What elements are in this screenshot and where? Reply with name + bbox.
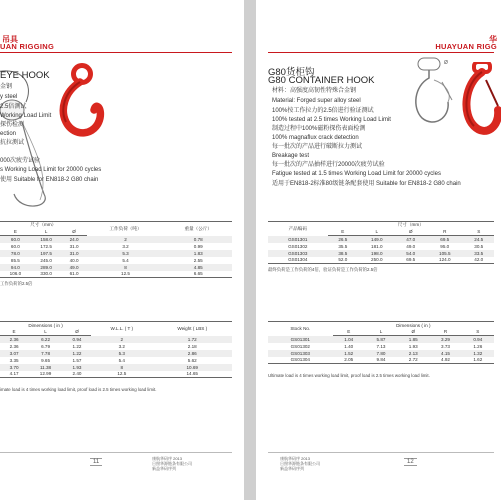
desc-line: 100% tested at 2.5 times Working Load Limit [272,117,391,123]
table-cell: 4.17 [0,371,28,378]
table-cell: GS01304 [268,357,333,364]
svg-text:Ø: Ø [444,60,448,66]
table-cell: 24.5 [464,236,494,243]
table-cell: 3.70 [0,364,28,371]
table-cell: 69.5 [396,257,426,264]
table-cell: 1.72 [152,336,232,343]
table-cell: 5.4 [118,357,125,363]
desc-line: 制造过程中100%磁粉探伤表面检测 [272,126,366,132]
table-cell: 24.0 [62,236,87,243]
right-header-rule [268,52,494,53]
page-number: 11 [90,458,102,466]
left-header-cn: 吊具 [2,35,18,44]
table-cell: 7.78 [28,350,63,357]
table-cell: 9.65 [41,357,51,363]
table-cell: 69.5 [426,236,464,243]
table-cell: 1.04 [333,336,365,343]
table-cell: 198.0 [358,250,396,257]
table-cell: 3.07 [0,350,28,357]
col-group-dimensions: Dimensions ( in ) [0,322,91,329]
table-note: imate load is 4 times working load limit, proof load is 2.5 times working load limit. [0,387,157,392]
table-cell: 49.0 [406,243,416,249]
table-cell: 31.0 [62,250,87,257]
col-s: S [462,329,494,336]
table-cell: 2.18 [187,343,197,349]
table-cell: 3.2 [118,343,125,349]
table-cell: 40.0 [69,257,79,263]
table-cell: 26.5 [328,236,358,243]
table-cell: 2.86 [152,350,232,357]
table-cell: 5.3 [91,350,152,357]
table-row [0,371,232,378]
footer-line: 新益华码序列 [152,466,176,471]
table-cell: GS01301 [268,336,333,343]
table-row [0,250,232,257]
bottom-rule [0,452,232,453]
table-cell: 1.62 [462,357,494,364]
desc-line: s Working Load Limit for 20000 cycles [0,167,102,173]
col-l: L [358,229,396,236]
desc-line: 100% magnaflux crack detection [272,135,359,141]
desc-line: 100%按工作拉力的2.5倍进行验证测试 [272,108,374,114]
table-cell: 7.80 [365,350,397,357]
col-group-dimensions: 尺寸（mm） [0,222,87,229]
table-row [0,257,232,264]
table-row [0,264,232,271]
table-cell: 1.52 [333,350,365,357]
desc-line: Breakage test [272,153,310,159]
table-cell: 12.99 [28,371,63,378]
table-cell: 85.5 [10,257,20,263]
col-product-code: 产品编码 [268,222,328,236]
table-cell: 4.85 [164,264,232,271]
col-l: L [365,329,397,336]
table-row [0,336,232,343]
eye-hook-imperial-table [0,321,232,378]
table-cell: 9.84 [365,357,397,364]
right-page [256,0,501,500]
col-weight: 重量（公斤） [164,222,232,236]
table-cell: GS01302 [288,243,308,249]
table-cell: GS01301 [268,236,328,243]
table-cell: 3.29 [429,336,461,343]
table-cell: 105.5 [426,250,464,257]
table-row [268,243,494,250]
desc-line: ection [0,131,17,137]
table-cell: 2.72 [397,357,429,364]
col-r: R [426,229,464,236]
table-note: 最终负荷是工作负荷的4倍，验证负荷是工作负荷的2.5倍 [268,267,378,272]
table-cell: 5.87 [365,336,397,343]
table-cell: 49.0 [62,264,87,271]
table-row [268,257,494,264]
table-note: 工作负荷的2.5倍 [0,281,33,286]
table-cell: 1.83 [164,250,232,257]
table-cell: 60.0 [0,236,31,243]
container-hook-metric-table [268,221,494,264]
table-cell: 1.85 [397,336,429,343]
footer-text [152,456,192,471]
table-cell: 95.0 [440,243,450,249]
eye-hook-photo [56,60,108,140]
table-cell: 38.5 [328,250,358,257]
table-note: Ultimate load is 4 times working load limit, proof load is 2.5 times working load limit. [268,373,430,378]
col-group-dimensions: 尺寸（mm） [328,222,494,229]
desc-line: y steel [0,94,18,100]
table-cell: 245.0 [40,257,52,263]
desc-line: Working Load Limit [0,113,52,119]
container-hook-photo [460,62,501,142]
table-cell: 2.40 [63,371,91,378]
table-cell: 1.22 [63,350,91,357]
table-cell: 181.0 [371,243,383,249]
footer-line: 日照华源链条有限公司 [152,461,192,466]
desc-line: 000次疲劳试验 [0,158,41,164]
table-cell: 0.99 [193,243,203,249]
col-r: R [429,329,461,336]
left-header-en: UAN RIGGING [0,42,55,51]
table-cell: 289.0 [31,264,62,271]
col-dia: Ø [396,229,426,236]
table-row [0,243,232,250]
table-cell: 172.5 [40,243,52,249]
table-row [0,364,232,371]
container-hook-title-cn: G80货柜钩 [268,67,315,78]
desc-line: 2.5倍测试 [0,104,27,110]
col-s: S [464,229,494,236]
table-cell: 78.0 [0,250,31,257]
col-weight: Weight ( LBS ) [152,322,232,336]
table-cell: GS01303 [268,350,333,357]
desc-line: 每一批次的产品进行破断拉力测试 [272,144,363,150]
table-cell: 250.0 [358,257,396,264]
table-row [0,357,232,364]
table-cell: 3.35 [9,357,19,363]
table-cell: 1.26 [473,343,483,349]
desc-line: Fatigue tested at 1.5 times Working Load Limit for 20000 cycles [272,171,441,177]
table-cell: 1.40 [344,343,354,349]
container-hook-title-en: G80 CONTAINER HOOK [268,75,375,86]
table-cell: 1.93 [63,364,91,371]
container-hook-drawing [404,56,460,128]
table-cell: GS01304 [268,257,328,264]
table-cell: 2.36 [9,343,19,349]
table-cell: 2 [87,236,165,243]
desc-line: Material: Forged super alloy steel [272,98,361,104]
table-cell: 61.0 [62,271,87,278]
table-cell: 3.73 [441,343,450,349]
table-cell: 30.5 [474,243,484,249]
table-cell: 330.0 [31,271,62,278]
table-cell: 6.22 [28,336,63,343]
table-cell: 5.4 [122,257,129,263]
table-cell: 3.2 [122,243,129,249]
table-cell: 2.05 [333,357,365,364]
bottom-rule [268,452,494,453]
table-cell: 94.0 [0,264,31,271]
right-header-cn: 华 [489,35,497,44]
table-cell: 0.78 [164,236,232,243]
desc-line: 每一批次的产品抽样进行20000次疲劳试验 [272,162,385,168]
desc-line: 使用 Suitable for EN818-2 G80 chain [0,177,99,183]
footer-text [280,456,320,471]
desc-line: 金钢 [0,84,13,90]
table-cell: 8 [87,264,165,271]
left-page [0,0,244,500]
table-cell: 1.22 [72,343,82,349]
col-e: E [0,229,31,236]
col-e: E [0,329,28,336]
table-row [0,271,232,278]
table-cell: 2.13 [397,350,429,357]
table-cell: 124.0 [426,257,464,264]
table-cell: 149.0 [358,236,396,243]
footer-line: 康航华码序 2013 [280,456,311,461]
table-cell: 54.0 [396,250,426,257]
table-cell: 1.32 [462,350,494,357]
table-row [268,250,494,257]
table-cell: 10.69 [152,364,232,371]
table-cell: 33.5 [464,250,494,257]
table-row [268,350,494,357]
table-cell: 6.79 [41,343,51,349]
table-cell: 4.15 [429,350,461,357]
footer-line: 日照华源链条有限公司 [280,461,320,466]
desc-line: 抗拉测试 [0,140,25,146]
table-cell: 11.38 [28,364,63,371]
col-stock-no: Stock No. [268,322,333,336]
table-cell: 7.13 [376,343,386,349]
left-header-rule [0,52,232,53]
table-cell: 14.65 [152,371,232,378]
desc-line: 探伤检测 [0,122,25,128]
table-cell: GS01303 [268,250,328,257]
container-hook-imperial-table [268,321,494,364]
table-cell: 5.3 [87,250,165,257]
table-cell: 106.0 [0,271,31,278]
table-cell: 4.92 [429,357,461,364]
table-cell: 47.0 [396,236,426,243]
table-cell: 42.0 [464,257,494,264]
col-e: E [328,229,358,236]
col-wll: W.L.L. ( T ) [91,322,152,336]
table-cell: 1.57 [72,357,82,363]
table-cell: 1.93 [408,343,418,349]
table-cell: 12.5 [87,271,165,278]
table-cell: 2 [91,336,152,343]
page-number: 12 [404,458,417,466]
footer-line: 新益华码序列 [280,466,304,471]
table-row [0,236,232,243]
table-row [0,343,232,350]
table-cell: 158.0 [31,236,62,243]
table-cell: 0.94 [462,336,494,343]
table-row [268,236,494,243]
table-cell: 12.5 [91,371,152,378]
col-l: L [28,329,63,336]
desc-line: 适用于EN818-2标准80级链条配套使用 Suitable for EN818-2 G80 chain [272,181,461,187]
page-gutter [244,0,256,500]
col-l: L [31,229,62,236]
col-e: E [333,329,365,336]
col-wll: 工作负荷（吨） [87,222,165,236]
table-cell: GS01302 [290,343,310,349]
table-cell: 5.62 [187,357,197,363]
col-group-dimensions: Dimensions ( in ) [333,322,494,329]
eye-hook-metric-table [0,221,232,278]
eye-hook-title: EYE HOOK [0,70,50,81]
table-cell: 2.36 [0,336,28,343]
col-dia: Ø [397,329,429,336]
table-cell: 197.5 [31,250,62,257]
table-cell: 31.0 [69,243,79,249]
table-row [268,343,494,350]
table-cell: 2.55 [193,257,203,263]
footer-line: 康航华码序 2013 [152,456,183,461]
table-cell: 60.0 [10,243,20,249]
desc-line: 材料：高强度高韧性特殊合金钢 [272,88,357,94]
table-cell: 8 [91,364,152,371]
right-header-en: HUAYUAN RIGG [435,42,497,51]
col-dia: Ø [62,229,87,236]
table-cell: 52.0 [328,257,358,264]
table-cell: 6.65 [164,271,232,278]
table-row [268,357,494,364]
table-row [0,350,232,357]
table-row [268,336,494,343]
table-cell: 35.5 [338,243,348,249]
table-cell: 0.94 [63,336,91,343]
col-dia: Ø [63,329,91,336]
